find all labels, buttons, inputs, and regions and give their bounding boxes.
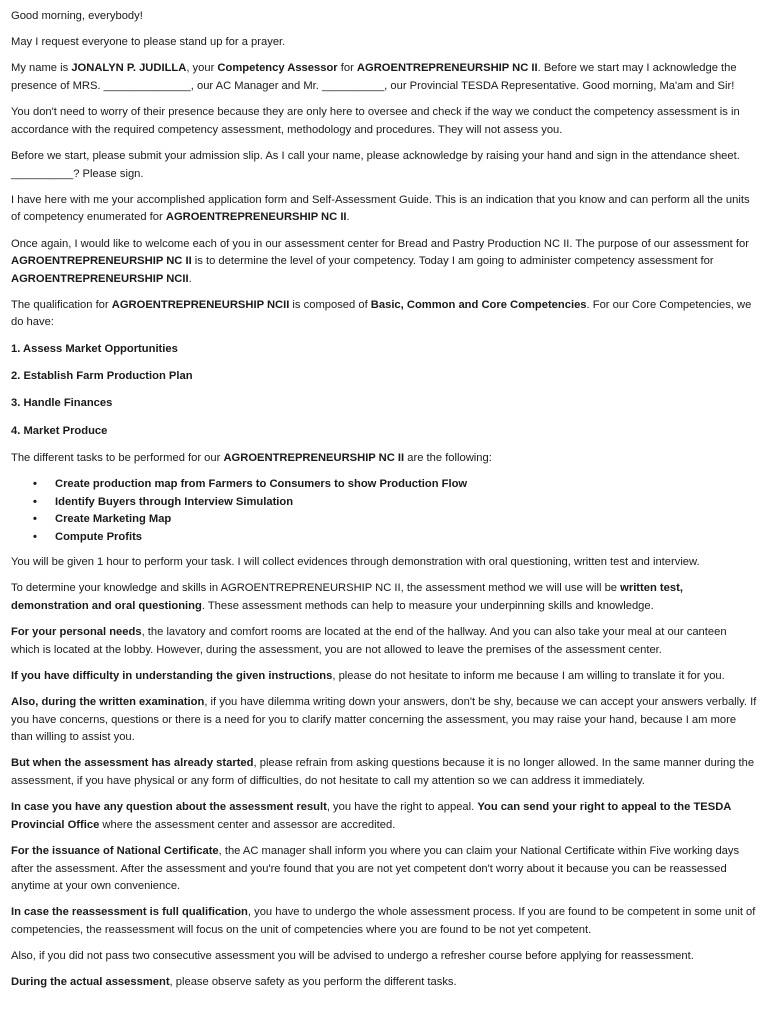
assessment-method: To determine your knowledge and skills in AGROENTREPRENEURSHIP NC II, the assessment method we will use will be written test, demonstration and oral questioning. These assessment methods can help to measure your underpinning skills and knowledge. (11, 582, 683, 612)
bullet-icon: • (33, 530, 37, 543)
core-competency-item: 4. Market Produce (11, 424, 108, 437)
assessor-name: JONALYN P. JUDILLA (71, 62, 187, 75)
refresher-note: Also, if you did not pass two consecutive assessment you will be advised to undergo a refresher course before applying for reassessment. (11, 950, 694, 963)
assessor-introduction: My name is JONALYN P. JUDILLA, your Competency Assessor for AGROENTREPRENEURSHIP NC II. Before we start may I acknowledge the presence of MRS. ______________, our AC Manager and Mr. __________, our Provincial TESDA Representative. Good morning, Ma'am and Sir! (11, 62, 737, 92)
assessor-role: Competency Assessor (217, 62, 338, 75)
tasks-intro: The different tasks to be performed for our AGROENTREPRENEURSHIP NC II are the following: (11, 452, 492, 465)
assessment-started-note: But when the assessment has already started, please refrain from asking questions because it is no longer allowed. In the same manner during the assessment, if you have physical or any form of difficulties, do not hesitate to call my attention so we can address it immediately. (11, 757, 755, 787)
application-note: I have here with me your accomplished application form and Self-Assessment Guide. This is an indication that you know and can perform all the units of competency enumerated for AGROENTREPRENEURSHIP NC II. (11, 193, 750, 224)
task-list-item: • Create production map from Farmers to Consumers to show Production Flow (55, 476, 757, 493)
observers-note: You don't need to worry of their presence because they are only here to oversee and check if the way we conduct the competency assessment is in accordance with the required competency assessment, methodology and procedures. They will not assess you. (11, 106, 740, 136)
admission-slip-note: Before we start, please submit your admission slip. As I call your name, please acknowledge by raising your hand and sign in the attendance sheet. __________? Please sign. (11, 149, 740, 180)
task-list-item: • Compute Profits (55, 529, 757, 546)
core-competency-item: 2. Establish Farm Production Plan (11, 370, 193, 383)
prayer-request: May I request everyone to please stand up for a prayer. (11, 36, 286, 49)
bullet-icon: • (33, 513, 37, 526)
safety-note: During the actual assessment, please observe safety as you perform the different tasks. (11, 976, 457, 989)
difficulty-note: If you have difficulty in understanding the given instructions, please do not hesitate to inform me because I am willing to translate it for you. (11, 669, 725, 682)
task-list (11, 476, 757, 546)
task-list-item: • Identify Buyers through Interview Simulation (55, 494, 757, 511)
qualification-composition: The qualification for AGROENTREPRENEURSHIP NCII is composed of Basic, Common and Core Competencies. For our Core Competencies, we do have: (11, 298, 752, 329)
written-exam-note: Also, during the written examination, if you have dilemma writing down your answers, don't be shy, because we can accept your answers verbally. If you have concerns, questions or there is a need for you to clarify matter concerning the assessment, you may raise your hand, because I am more than willing to assist you. (11, 695, 757, 744)
personal-needs: For your personal needs, the lavatory and comfort rooms are located at the end of the hallway. And you can also take your meal at our canteen which is located at the lobby. However, during the assessment, you are not allowed to leave the premises of the assessment center. (11, 626, 727, 656)
reassessment-note: In case the reassessment is full qualification, you have to undergo the whole assessment process. If you are found to be competent in some unit of competencies, the reassessment will focus on the unit of competencies where you are found to be not yet competent. (11, 906, 756, 936)
core-competency-item: 1. Assess Market Opportunities (11, 342, 178, 355)
bullet-icon: • (33, 478, 37, 491)
task-list-item: • Create Marketing Map (55, 511, 757, 528)
qualification-name: AGROENTREPRENEURSHIP NC II (356, 62, 538, 75)
core-competency-item: 3. Handle Finances (11, 397, 113, 410)
greeting: Good morning, everybody! (11, 10, 143, 22)
certificate-note: For the issuance of National Certificate, the AC manager shall inform you where you can claim your National Certificate within Five working days after the assessment. After the assessment and you're found that you are not yet competent don't worry about it because you can be reassessed anytime at your own convenience. (11, 844, 740, 893)
appeal-note: In case you have any question about the assessment result, you have the right to appeal. You can send your right to appeal to the TESDA Provincial Office where the assessment center and assessor are accredited. (11, 801, 731, 831)
bullet-icon: • (33, 495, 37, 508)
time-allotment: You will be given 1 hour to perform your task. I will collect evidences through demonstration with oral questioning, written test and interview. (11, 556, 700, 569)
welcome-paragraph: Once again, I would like to welcome each of you in our assessment center for Bread and Pastry Production NC II. The purpose of our assessment for AGROENTREPRENEURSHIP NC II is to determine the level of your competency. Today I am going to administer competency assessment for AGROENTREPRENEURSHIP NCII. (11, 237, 749, 285)
